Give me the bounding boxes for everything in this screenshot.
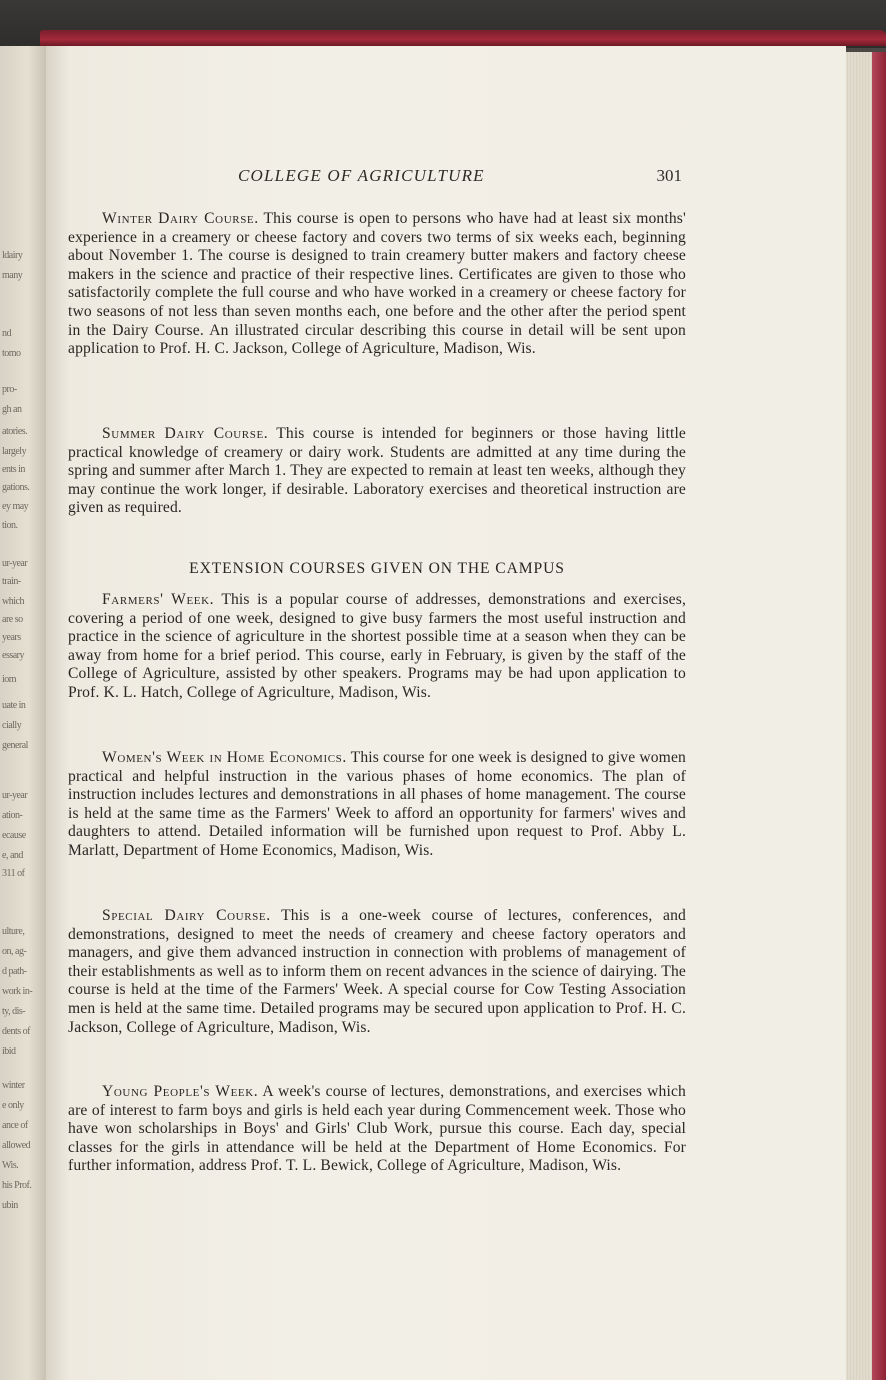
left-page-text: d path-	[2, 966, 27, 977]
left-page-text: ecause	[2, 830, 26, 841]
left-page-text: 311 of	[2, 868, 25, 879]
left-page-text: are so	[2, 614, 23, 625]
left-page-text: ty, dis-	[2, 1006, 26, 1017]
page-header	[68, 166, 684, 188]
paragraph-lead: Summer Dairy Course.	[102, 425, 269, 442]
left-page-text: ation-	[2, 810, 23, 821]
paragraph-lead: Winter Dairy Course.	[102, 210, 259, 227]
left-page-text: ey may	[2, 501, 29, 512]
left-page-text: ibid	[2, 1046, 16, 1057]
left-page-text: winter	[2, 1080, 25, 1091]
paragraph-young-peoples-week	[68, 1083, 686, 1176]
red-page-edge	[872, 52, 886, 1380]
left-page-text: nd	[2, 328, 11, 339]
left-page-text: gations.	[2, 482, 30, 493]
left-page-text: tomo	[2, 348, 21, 359]
left-page-text: e only	[2, 1100, 24, 1111]
paragraph-farmers-week	[68, 591, 686, 703]
left-page-text: ubin	[2, 1200, 18, 1211]
running-head: COLLEGE OF AGRICULTURE	[238, 166, 485, 185]
left-page-text: which	[2, 596, 24, 607]
paragraph-special-dairy-course	[68, 907, 686, 1037]
left-page-text: largely	[2, 446, 27, 457]
left-page-text: dents of	[2, 1026, 30, 1037]
paragraph-text: This is a one-week course of lectures, conferences, and demonstrations, designed to meet the needs of creamery and cheese factory operators and managers, and give them advanced instruction in connection with problems of management of their establishments as well as to inform them on recent advances in the science of dairying. The course is held at the time of the Farmers' Week. A special course for Cow Testing Association men is held at the same time. Detailed programs may be secured upon application to Prof. H. C. Jackson, College of Agriculture, Madison, Wis.	[68, 907, 686, 1036]
left-page-text: essary	[2, 650, 24, 661]
left-page-text: Wis.	[2, 1160, 19, 1171]
red-book-edge	[40, 30, 886, 46]
left-page-text: ldairy	[2, 250, 23, 261]
left-page-text: many	[2, 270, 23, 281]
left-page-text: gh an	[2, 404, 22, 415]
left-page-text: work in-	[2, 986, 33, 997]
paragraph-text: This course for one week is designed to give women practical and helpful instruction in the various phases of home economics. The plan of instruction includes lectures and demonstrations in all phases of home management. The course is held at the same time as the Farmers' Week to afford an opportunity for farmers' wives and daughters to attend. Detailed information will be furnished upon request to Prof. Abby L. Marlatt, Department of Home Economics, Madison, Wis.	[68, 749, 686, 859]
left-page-text: tion.	[2, 520, 18, 531]
paragraph-lead: Farmers' Week.	[102, 591, 215, 608]
left-page-text: ulture,	[2, 926, 25, 937]
section-title: EXTENSION COURSES GIVEN ON THE CAMPUS	[189, 560, 565, 577]
left-page-text: e, and	[2, 850, 23, 861]
paragraph-womens-week	[68, 749, 686, 861]
paragraph-text: A week's course of lectures, demonstrations, and exercises which are of interest to farm boys and girls is held each year during Commencement week. Those who have won scholarships in Boys' and Girls' Club Work, pursue this course. Each day, special classes for the girls in attendance will be held at the Department of Home Economics. For further information, address Prof. T. L. Bewick, College of Agriculture, Madison, Wis.	[68, 1083, 686, 1175]
left-page-text: on, ag-	[2, 946, 27, 957]
page-edges	[846, 52, 886, 1380]
left-page-text: train-	[2, 576, 21, 587]
paragraph-lead: Special Dairy Course.	[102, 907, 271, 924]
left-page-text: general	[2, 740, 28, 751]
left-page-text: ur-year	[2, 558, 28, 569]
left-page-fragment	[0, 46, 46, 1380]
left-page-text: allowed	[2, 1140, 31, 1151]
paragraph-summer-dairy-course	[68, 425, 686, 518]
left-page-text: ur-year	[2, 790, 28, 801]
left-page-text: ents in	[2, 464, 25, 475]
left-page-text: cially	[2, 720, 22, 731]
left-page-text: atories.	[2, 426, 28, 437]
paragraph-lead: Young People's Week.	[102, 1083, 259, 1100]
left-page-text: iom	[2, 674, 17, 685]
left-page-text: pro-	[2, 384, 17, 395]
paragraph-lead: Women's Week in Home Economics.	[102, 749, 347, 766]
paragraph-text: This course is open to persons who have had at least six months' experience in a creamery or cheese factory and covers two terms of six weeks each, beginning about November 1. The course is designed to train creamery butter makers and factory cheese makers in the science and practice of their respective lines. Certificates are given to those who satisfactorily complete the full course and who have worked in a creamery or cheese factory for two seasons of not less than seven months each, one before and the other after the period spent in the Dairy Course. An illustrated circular describing this course in detail will be sent upon application to Prof. H. C. Jackson, College of Agriculture, Madison, Wis.	[68, 210, 686, 358]
left-page-text: years	[2, 632, 21, 643]
paragraph-winter-dairy-course	[68, 210, 686, 359]
paragraph-text: This course is intended for beginners or those having little practical knowledge of creamery or dairy work. Students are admitted at any time during the spring and summer after March 1. They are expected to remain at least ten weeks, although they may continue the work longer, if desirable. Laboratory exercises and theoretical instruction are given as required.	[68, 425, 686, 517]
paragraph-text: This is a popular course of addresses, demonstrations and exercises, covering a period of one week, designed to give busy farmers the most useful instruction and practice in the science of agriculture in the shortest possible time at a season when they can be away from home for a brief period. This course, early in February, is given by the staff of the College of Agriculture, assisted by other speakers. Programs may be had upon application to Prof. K. L. Hatch, College of Agriculture, Madison, Wis.	[68, 591, 687, 701]
left-page-text: his Prof.	[2, 1180, 32, 1191]
left-page-text: ance of	[2, 1120, 28, 1131]
page-number: 301	[656, 166, 682, 185]
left-page-text: uate in	[2, 700, 26, 711]
